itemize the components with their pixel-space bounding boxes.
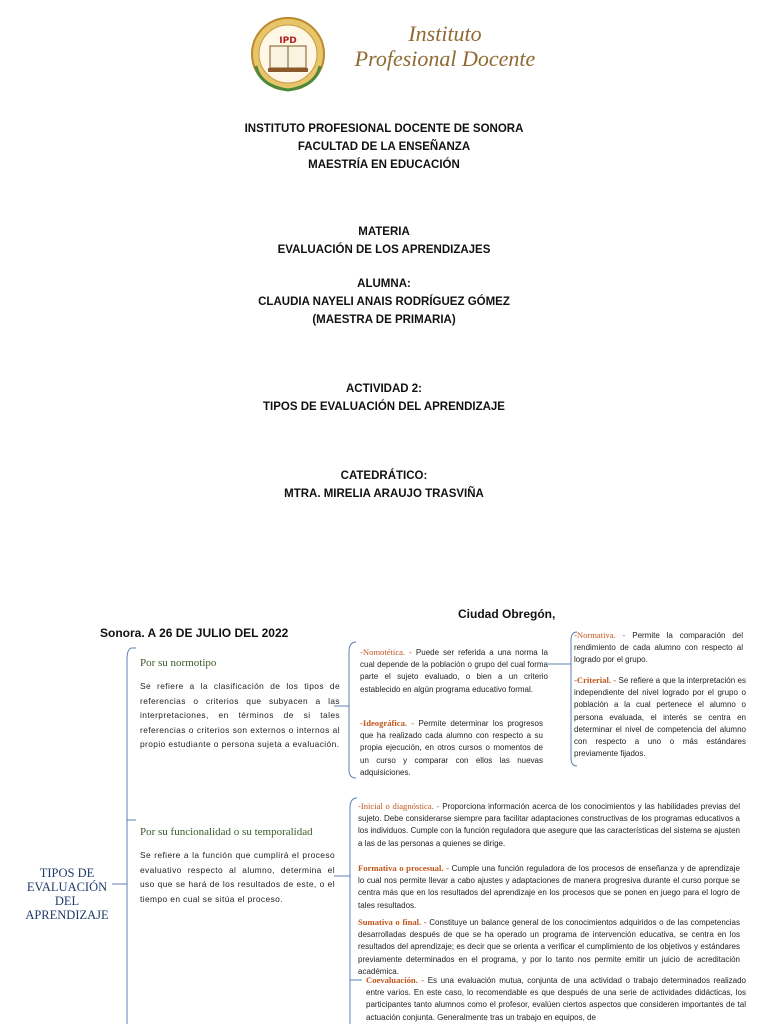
text-ideografica: Permite determinar los progresos que ha realizado cada alumno con respecto a su propia ejecución, en otros cursos o momentos de un curso y comparar con ellos las nuevas adquisiciones.: [360, 719, 543, 777]
root-node: [22, 866, 112, 922]
leaf-ideografica: [360, 717, 543, 779]
text-normativa: Permite la comparación del rendimiento de cada alumno con respecto al logrado por el grupo.: [574, 631, 743, 665]
root-line-4: APRENDIZAJE: [25, 908, 109, 922]
category-normotipo-desc: Se refiere a la clasificación de los tipos de referencias o criterios que subyacen a las interpretaciones, en términos de si tales referencias o criterios son externos o internos al propio estudiante o persona sujeta a evaluación.: [140, 681, 340, 749]
root-bracket: [127, 648, 132, 1024]
text-formativa: Cumple una función reguladora de los procesos de enseñanza y de aprendizaje lo cual nos permite llevar a cabo ajustes y adaptaciones de manera progresiva durante el curso porque se centra más que en los resultados del aprendizaje en los procesos que se ponen en juego para el logro de tales resultados.: [358, 864, 740, 910]
brand-line-2: Profesional Docente: [354, 46, 536, 71]
category-funcionalidad-desc: Se refiere a la función que cumplirá el proceso evaluativo respecto al alumno, determina el uso que se hará de los resultados de este, o el tiempo en cual se sitúa el proceso.: [140, 850, 335, 904]
subject-label: MATERIA: [358, 226, 410, 238]
leaf-normativa: [574, 629, 743, 667]
term-normativa: -Normativa. -: [574, 630, 626, 640]
leaf-nomotetica: [360, 646, 548, 696]
text-coevaluacion: Es una evaluación mutua, conjunta de una actividad o trabajo determinados realizado entre varios. En este caso, lo recomendable es que después de una serie de actividades didácticas, los participantes tanto alumnos como el profesor, evalúen ciertos aspectos que consideren importantes de tal actuación conjunta. Generalmente tras un trabajo en equipos, de: [366, 976, 746, 1022]
program-name: MAESTRÍA EN EDUCACIÓN: [308, 159, 460, 171]
teacher-name: MTRA. MIRELIA ARAUJO TRASVIÑA: [284, 488, 484, 500]
category-normotipo-title: Por su normotipo: [140, 657, 217, 669]
leaf-criterial: [574, 674, 746, 760]
funcionalidad-bracket: [350, 798, 357, 1024]
term-coevaluacion: Coevaluación. -: [366, 975, 425, 985]
teacher-label: CATEDRÁTICO:: [340, 470, 428, 482]
root-line-3: DEL: [54, 894, 80, 908]
term-inicial: -Inicial o diagnóstica. -: [358, 801, 440, 811]
student-label: ALUMNA:: [357, 278, 411, 290]
leaf-inicial: [358, 800, 740, 850]
leaf-sumativa: [358, 916, 740, 978]
city-line: Ciudad Obregón,: [458, 607, 556, 621]
text-nomotetica: Puede ser referida a una norma la cual depende de la población o grupo del cual forma parte el sujeto evaluado, o bien a un criterio establecido en algún programa educativo formal.: [360, 648, 548, 694]
faculty-name: FACULTAD DE LA ENSEÑANZA: [297, 141, 471, 153]
root-line-2: EVALUACIÓN: [26, 880, 108, 894]
student-name: CLAUDIA NAYELI ANAIS RODRÍGUEZ GÓMEZ: [258, 296, 510, 308]
normotipo-bracket: [349, 642, 356, 778]
term-nomotetica: -Nomotética. -: [360, 647, 412, 657]
text-sumativa: Constituye un balance general de los conocimientos adquiridos o de las competencias desarrolladas después de que se ha operado un programa de intervención educativa, se centra en los resultados del aprendizaje; es decir que se orienta a verificar el cumplimiento de los objetivos y estándares previamente determinados en el programa, y por lo tanto nos permite emitir un juicio de acreditación académica.: [358, 918, 740, 976]
root-line-1: TIPOS DE: [39, 866, 95, 880]
leaf-coevaluacion: [366, 974, 746, 1024]
student-role: (MAESTRA DE PRIMARIA): [312, 314, 456, 326]
term-criterial: -Criterial. -: [574, 675, 617, 685]
institution-name: INSTITUTO PROFESIONAL DOCENTE DE SONORA: [244, 123, 524, 135]
term-sumativa: Sumativa o final. -: [358, 917, 427, 927]
activity-title: TIPOS DE EVALUACIÓN DEL APRENDIZAJE: [263, 401, 505, 413]
term-formativa: Formativa o procesual. -: [358, 863, 449, 873]
brand-line-1: Instituto: [408, 21, 482, 46]
text-criterial: Se refiere a que la interpretación es independiente del nivel logrado por el grupo o población a la cual pertenece el alumno o persona evaluada, el interés se centra en determinar el nivel de competencia del alumno con respecto a uno o más estándares previamente fijados.: [574, 676, 746, 759]
activity-label: ACTIVIDAD 2:: [345, 383, 423, 395]
date-line: Sonora. A 26 DE JULIO DEL 2022: [100, 626, 289, 640]
seal-monogram: IPD: [279, 36, 297, 46]
term-ideografica: -Ideográfica. -: [360, 718, 415, 728]
leaf-formativa: [358, 862, 740, 912]
text-inicial: Proporciona información acerca de los conocimientos y las habilidades previas del sujeto. Debe considerarse siempre para facilitar adaptaciones constructivas de los programas educativos a los individuos. Cumple con la función reguladora que asegure que las características del sistema se ajusten a las de las personas a quienes se dirige.: [358, 802, 741, 848]
category-funcionalidad-title: Por su funcionalidad o su temporalidad: [140, 826, 313, 838]
subject-name: EVALUACIÓN DE LOS APRENDIZAJES: [277, 244, 491, 256]
